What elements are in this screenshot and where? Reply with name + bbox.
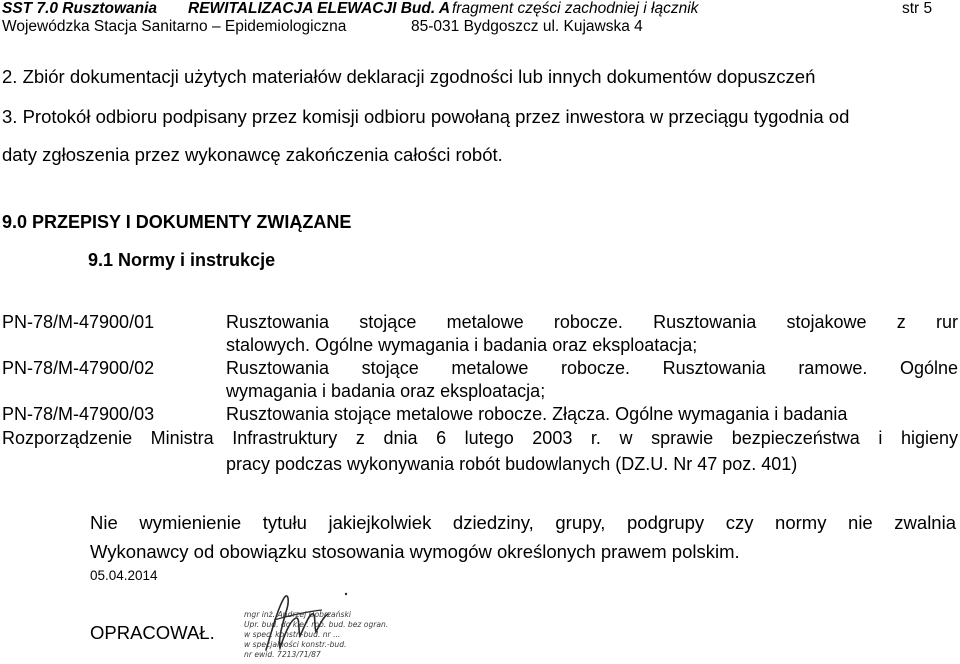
standard-description: Rusztowania stojące metalowe robocze. Złącza. Ogólne wymagania i badania <box>226 404 848 424</box>
subsection-heading: 9.1 Normy i instrukcje <box>88 250 276 270</box>
list-item-3-line1: 3. Protokół odbioru podpisany przez komisji odbioru powołaną przez inwestora w przeciągu tygodnia od <box>2 106 850 127</box>
prepared-by-label: OPRACOWAŁ. <box>90 622 215 643</box>
doc-code: SST 7.0 Rusztowania <box>2 0 158 17</box>
doc-title: REWITALIZACJA ELEWACJI Bud. A <box>188 0 451 17</box>
regulation-line1: Rozporządzenie Ministra Infrastruktury z dnia 6 lutego 2003 r. w sprawie bezpieczeństwa i higieny <box>2 428 958 448</box>
standard-code: PN-78/M-47900/01 <box>2 312 155 332</box>
standard-description-cont: wymagania i badania oraz eksploatacja; <box>226 381 546 401</box>
page-number: str 5 <box>902 0 933 17</box>
stamp-line: w spec. konstr.-bud. nr ... <box>244 630 341 639</box>
list-item-2: 2. Zbiór dokumentacji użytych materiałów deklaracji zgodności lub innych dokumentów dopuszczeń <box>2 66 816 87</box>
date: 05.04.2014 <box>90 568 158 583</box>
stamp-line: mgr inż. Andrzej Dobrzański <box>244 610 351 619</box>
note-line1: Nie wymienienie tytułu jakiejkolwiek dziedziny, grupy, podgrupy czy normy nie zwalnia <box>90 512 956 533</box>
stamp-line: Upr. bud. do kier. rob. bud. bez ogran. <box>244 620 389 629</box>
stamp-line: nr ewid. 7213/71/87 <box>244 650 321 659</box>
doc-subtitle: fragment części zachodniej i łącznik <box>452 0 699 17</box>
standard-description: Rusztowania stojące metalowe robocze. Rusztowania stojakowe z rur <box>226 312 958 332</box>
institution-address: 85-031 Bydgoszcz ul. Kujawska 4 <box>411 18 643 35</box>
standard-description-cont: stalowych. Ogólne wymagania i badania oraz eksploatacja; <box>226 335 698 355</box>
standard-code: PN-78/M-47900/02 <box>2 358 155 378</box>
section-heading: 9.0 PRZEPISY I DOKUMENTY ZWIĄZANE <box>2 212 352 232</box>
stamp-line: w specjalności konstr.-bud. <box>244 640 347 649</box>
note-line2: Wykonawcy od obowiązku stosowania wymogów określonych prawem polskim. <box>90 541 740 562</box>
institution-name: Wojewódzka Stacja Sanitarno – Epidemiologiczna <box>2 18 347 35</box>
regulation-line2: pracy podczas wykonywania robót budowlanych (DZ.U. Nr 47 poz. 401) <box>226 454 798 474</box>
list-item-3-line2: daty zgłoszenia przez wykonawcę zakończenia całości robót. <box>2 144 503 165</box>
standard-code: PN-78/M-47900/03 <box>2 404 155 424</box>
standard-description: Rusztowania stojące metalowe robocze. Rusztowania ramowe. Ogólne <box>226 358 958 378</box>
handwritten-signature <box>238 590 389 664</box>
